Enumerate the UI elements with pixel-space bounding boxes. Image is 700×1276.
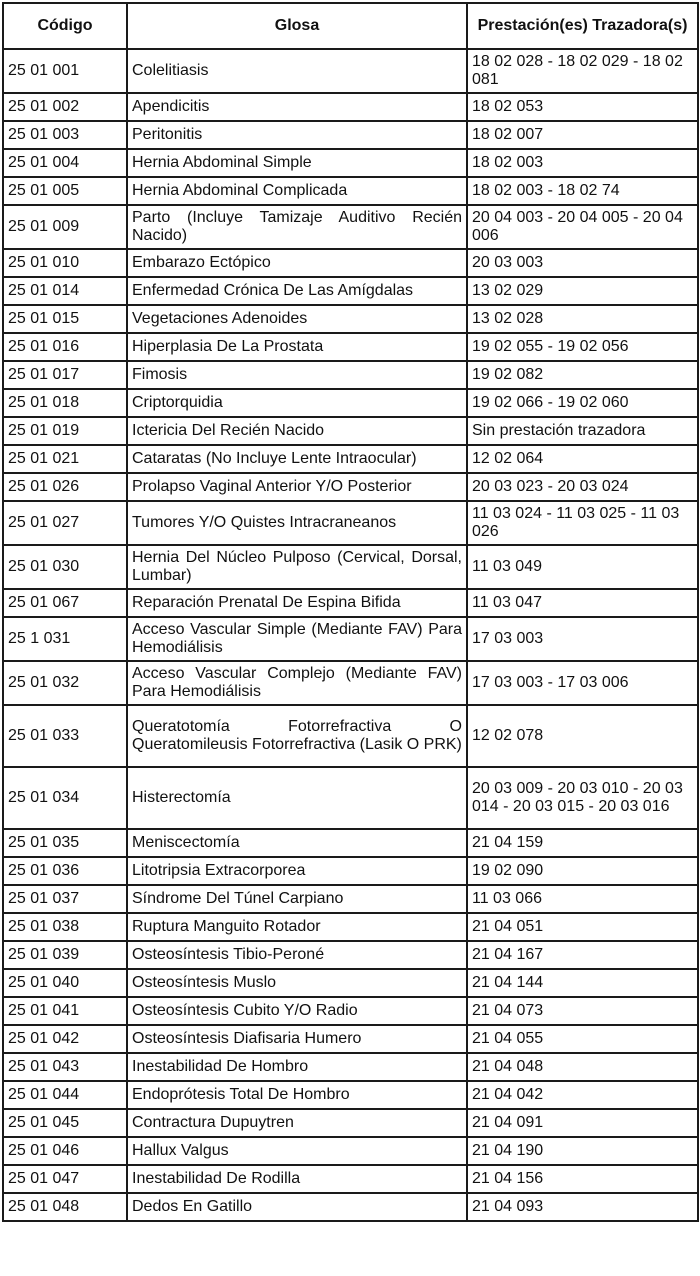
table-row xyxy=(3,249,698,277)
table-row xyxy=(3,969,698,997)
table-row xyxy=(3,389,698,417)
cell-codigo: 25 01 035 xyxy=(3,829,127,857)
table-row xyxy=(3,941,698,969)
cell-glosa: Hernia Del Núcleo Pulposo (Cervical, Dorsal, Lumbar) xyxy=(127,545,467,589)
table-row xyxy=(3,1081,698,1109)
cell-prestacion: 19 02 066 - 19 02 060 xyxy=(467,389,698,417)
cell-prestacion: 18 02 053 xyxy=(467,93,698,121)
cell-prestacion: Sin prestación trazadora xyxy=(467,417,698,445)
cell-prestacion: 17 03 003 - 17 03 006 xyxy=(467,661,698,705)
table-row xyxy=(3,705,698,767)
cell-codigo: 25 01 038 xyxy=(3,913,127,941)
cell-codigo: 25 01 045 xyxy=(3,1109,127,1137)
cell-prestacion: 20 03 003 xyxy=(467,249,698,277)
cell-codigo: 25 01 004 xyxy=(3,149,127,177)
cell-codigo: 25 01 033 xyxy=(3,705,127,767)
cell-prestacion: 21 04 156 xyxy=(467,1165,698,1193)
cell-glosa: Fimosis xyxy=(127,361,467,389)
cell-prestacion: 20 03 023 - 20 03 024 xyxy=(467,473,698,501)
table-header-row xyxy=(3,3,698,49)
cell-prestacion: 11 03 047 xyxy=(467,589,698,617)
cell-prestacion: 13 02 029 xyxy=(467,277,698,305)
cell-prestacion: 17 03 003 xyxy=(467,617,698,661)
cell-glosa: Hallux Valgus xyxy=(127,1137,467,1165)
cell-prestacion: 11 03 024 - 11 03 025 - 11 03 026 xyxy=(467,501,698,545)
cell-codigo: 25 01 027 xyxy=(3,501,127,545)
cell-prestacion: 21 04 159 xyxy=(467,829,698,857)
cell-prestacion: 19 02 055 - 19 02 056 xyxy=(467,333,698,361)
cell-glosa: Meniscectomía xyxy=(127,829,467,857)
cell-codigo: 25 01 044 xyxy=(3,1081,127,1109)
table-row xyxy=(3,661,698,705)
cell-codigo: 25 01 048 xyxy=(3,1193,127,1221)
cell-codigo: 25 01 019 xyxy=(3,417,127,445)
cell-glosa: Osteosíntesis Tibio-Peroné xyxy=(127,941,467,969)
cell-prestacion: 13 02 028 xyxy=(467,305,698,333)
cell-codigo: 25 01 017 xyxy=(3,361,127,389)
table-row xyxy=(3,93,698,121)
cell-codigo: 25 01 030 xyxy=(3,545,127,589)
cell-glosa: Síndrome Del Túnel Carpiano xyxy=(127,885,467,913)
cell-glosa: Apendicitis xyxy=(127,93,467,121)
cell-prestacion: 12 02 078 xyxy=(467,705,698,767)
cell-codigo: 25 01 003 xyxy=(3,121,127,149)
cell-glosa: Litotripsia Extracorporea xyxy=(127,857,467,885)
cell-prestacion: 21 04 190 xyxy=(467,1137,698,1165)
cell-prestacion: 18 02 003 xyxy=(467,149,698,177)
cell-prestacion: 20 04 003 - 20 04 005 - 20 04 006 xyxy=(467,205,698,249)
table-row xyxy=(3,361,698,389)
cell-glosa: Parto (Incluye Tamizaje Auditivo Recién Nacido) xyxy=(127,205,467,249)
cell-prestacion: 11 03 049 xyxy=(467,545,698,589)
cell-glosa: Hiperplasia De La Prostata xyxy=(127,333,467,361)
prestaciones-table xyxy=(2,2,699,1222)
table-row xyxy=(3,617,698,661)
cell-codigo: 25 01 034 xyxy=(3,767,127,829)
cell-glosa: Embarazo Ectópico xyxy=(127,249,467,277)
cell-codigo: 25 01 010 xyxy=(3,249,127,277)
cell-codigo: 25 01 015 xyxy=(3,305,127,333)
cell-codigo: 25 01 043 xyxy=(3,1053,127,1081)
document-page xyxy=(2,2,699,1222)
cell-codigo: 25 01 001 xyxy=(3,49,127,93)
cell-codigo: 25 01 018 xyxy=(3,389,127,417)
cell-prestacion: 18 02 007 xyxy=(467,121,698,149)
cell-prestacion: 18 02 003 - 18 02 74 xyxy=(467,177,698,205)
cell-glosa: Peritonitis xyxy=(127,121,467,149)
table-row xyxy=(3,177,698,205)
cell-glosa: Histerectomía xyxy=(127,767,467,829)
table-row xyxy=(3,417,698,445)
table-row xyxy=(3,997,698,1025)
cell-prestacion: 21 04 093 xyxy=(467,1193,698,1221)
table-row xyxy=(3,1053,698,1081)
cell-codigo: 25 01 002 xyxy=(3,93,127,121)
cell-prestacion: 21 04 167 xyxy=(467,941,698,969)
table-row xyxy=(3,1165,698,1193)
cell-codigo: 25 1 031 xyxy=(3,617,127,661)
cell-codigo: 25 01 036 xyxy=(3,857,127,885)
table-row xyxy=(3,205,698,249)
cell-glosa: Ruptura Manguito Rotador xyxy=(127,913,467,941)
table-row xyxy=(3,885,698,913)
header-prestacion: Prestación(es) Trazadora(s) xyxy=(467,3,698,49)
cell-prestacion: 11 03 066 xyxy=(467,885,698,913)
cell-prestacion: 12 02 064 xyxy=(467,445,698,473)
cell-codigo: 25 01 032 xyxy=(3,661,127,705)
cell-glosa: Hernia Abdominal Simple xyxy=(127,149,467,177)
cell-glosa: Criptorquidia xyxy=(127,389,467,417)
cell-glosa: Contractura Dupuytren xyxy=(127,1109,467,1137)
cell-codigo: 25 01 009 xyxy=(3,205,127,249)
cell-glosa: Acceso Vascular Simple (Mediante FAV) Para Hemodiálisis xyxy=(127,617,467,661)
cell-codigo: 25 01 005 xyxy=(3,177,127,205)
cell-codigo: 25 01 047 xyxy=(3,1165,127,1193)
cell-codigo: 25 01 039 xyxy=(3,941,127,969)
cell-prestacion: 21 04 051 xyxy=(467,913,698,941)
cell-codigo: 25 01 040 xyxy=(3,969,127,997)
cell-glosa: Ictericia Del Recién Nacido xyxy=(127,417,467,445)
table-row xyxy=(3,767,698,829)
cell-codigo: 25 01 041 xyxy=(3,997,127,1025)
cell-glosa: Dedos En Gatillo xyxy=(127,1193,467,1221)
cell-glosa: Osteosíntesis Muslo xyxy=(127,969,467,997)
table-row xyxy=(3,277,698,305)
table-row xyxy=(3,121,698,149)
cell-glosa: Inestabilidad De Hombro xyxy=(127,1053,467,1081)
table-row xyxy=(3,545,698,589)
cell-glosa: Osteosíntesis Cubito Y/O Radio xyxy=(127,997,467,1025)
cell-prestacion: 18 02 028 - 18 02 029 - 18 02 081 xyxy=(467,49,698,93)
cell-codigo: 25 01 067 xyxy=(3,589,127,617)
cell-prestacion: 19 02 090 xyxy=(467,857,698,885)
cell-glosa: Vegetaciones Adenoides xyxy=(127,305,467,333)
cell-glosa: Prolapso Vaginal Anterior Y/O Posterior xyxy=(127,473,467,501)
cell-glosa: Cataratas (No Incluye Lente Intraocular) xyxy=(127,445,467,473)
cell-glosa: Reparación Prenatal De Espina Bifida xyxy=(127,589,467,617)
cell-prestacion: 19 02 082 xyxy=(467,361,698,389)
table-row xyxy=(3,149,698,177)
cell-glosa: Tumores Y/O Quistes Intracraneanos xyxy=(127,501,467,545)
cell-prestacion: 21 04 144 xyxy=(467,969,698,997)
table-row xyxy=(3,445,698,473)
cell-codigo: 25 01 046 xyxy=(3,1137,127,1165)
cell-codigo: 25 01 026 xyxy=(3,473,127,501)
cell-glosa: Osteosíntesis Diafisaria Humero xyxy=(127,1025,467,1053)
cell-codigo: 25 01 037 xyxy=(3,885,127,913)
cell-codigo: 25 01 021 xyxy=(3,445,127,473)
cell-codigo: 25 01 014 xyxy=(3,277,127,305)
cell-glosa: Inestabilidad De Rodilla xyxy=(127,1165,467,1193)
header-codigo: Código xyxy=(3,3,127,49)
cell-prestacion: 21 04 048 xyxy=(467,1053,698,1081)
table-row xyxy=(3,857,698,885)
header-glosa: Glosa xyxy=(127,3,467,49)
cell-glosa: Acceso Vascular Complejo (Mediante FAV) Para Hemodiálisis xyxy=(127,661,467,705)
table-row xyxy=(3,305,698,333)
cell-prestacion: 20 03 009 - 20 03 010 - 20 03 014 - 20 03 015 - 20 03 016 xyxy=(467,767,698,829)
cell-glosa: Enfermedad Crónica De Las Amígdalas xyxy=(127,277,467,305)
table-row xyxy=(3,829,698,857)
cell-codigo: 25 01 016 xyxy=(3,333,127,361)
cell-prestacion: 21 04 073 xyxy=(467,997,698,1025)
table-row xyxy=(3,913,698,941)
table-row xyxy=(3,589,698,617)
cell-prestacion: 21 04 055 xyxy=(467,1025,698,1053)
cell-glosa: Colelitiasis xyxy=(127,49,467,93)
cell-glosa: Queratotomía Fotorrefractiva O Queratomileusis Fotorrefractiva (Lasik O PRK) xyxy=(127,705,467,767)
table-row xyxy=(3,1137,698,1165)
table-row xyxy=(3,473,698,501)
cell-glosa: Hernia Abdominal Complicada xyxy=(127,177,467,205)
cell-prestacion: 21 04 042 xyxy=(467,1081,698,1109)
table-row xyxy=(3,333,698,361)
table-row xyxy=(3,1109,698,1137)
cell-glosa: Endoprótesis Total De Hombro xyxy=(127,1081,467,1109)
table-row xyxy=(3,49,698,93)
cell-prestacion: 21 04 091 xyxy=(467,1109,698,1137)
table-row xyxy=(3,1025,698,1053)
cell-codigo: 25 01 042 xyxy=(3,1025,127,1053)
table-row xyxy=(3,1193,698,1221)
table-row xyxy=(3,501,698,545)
